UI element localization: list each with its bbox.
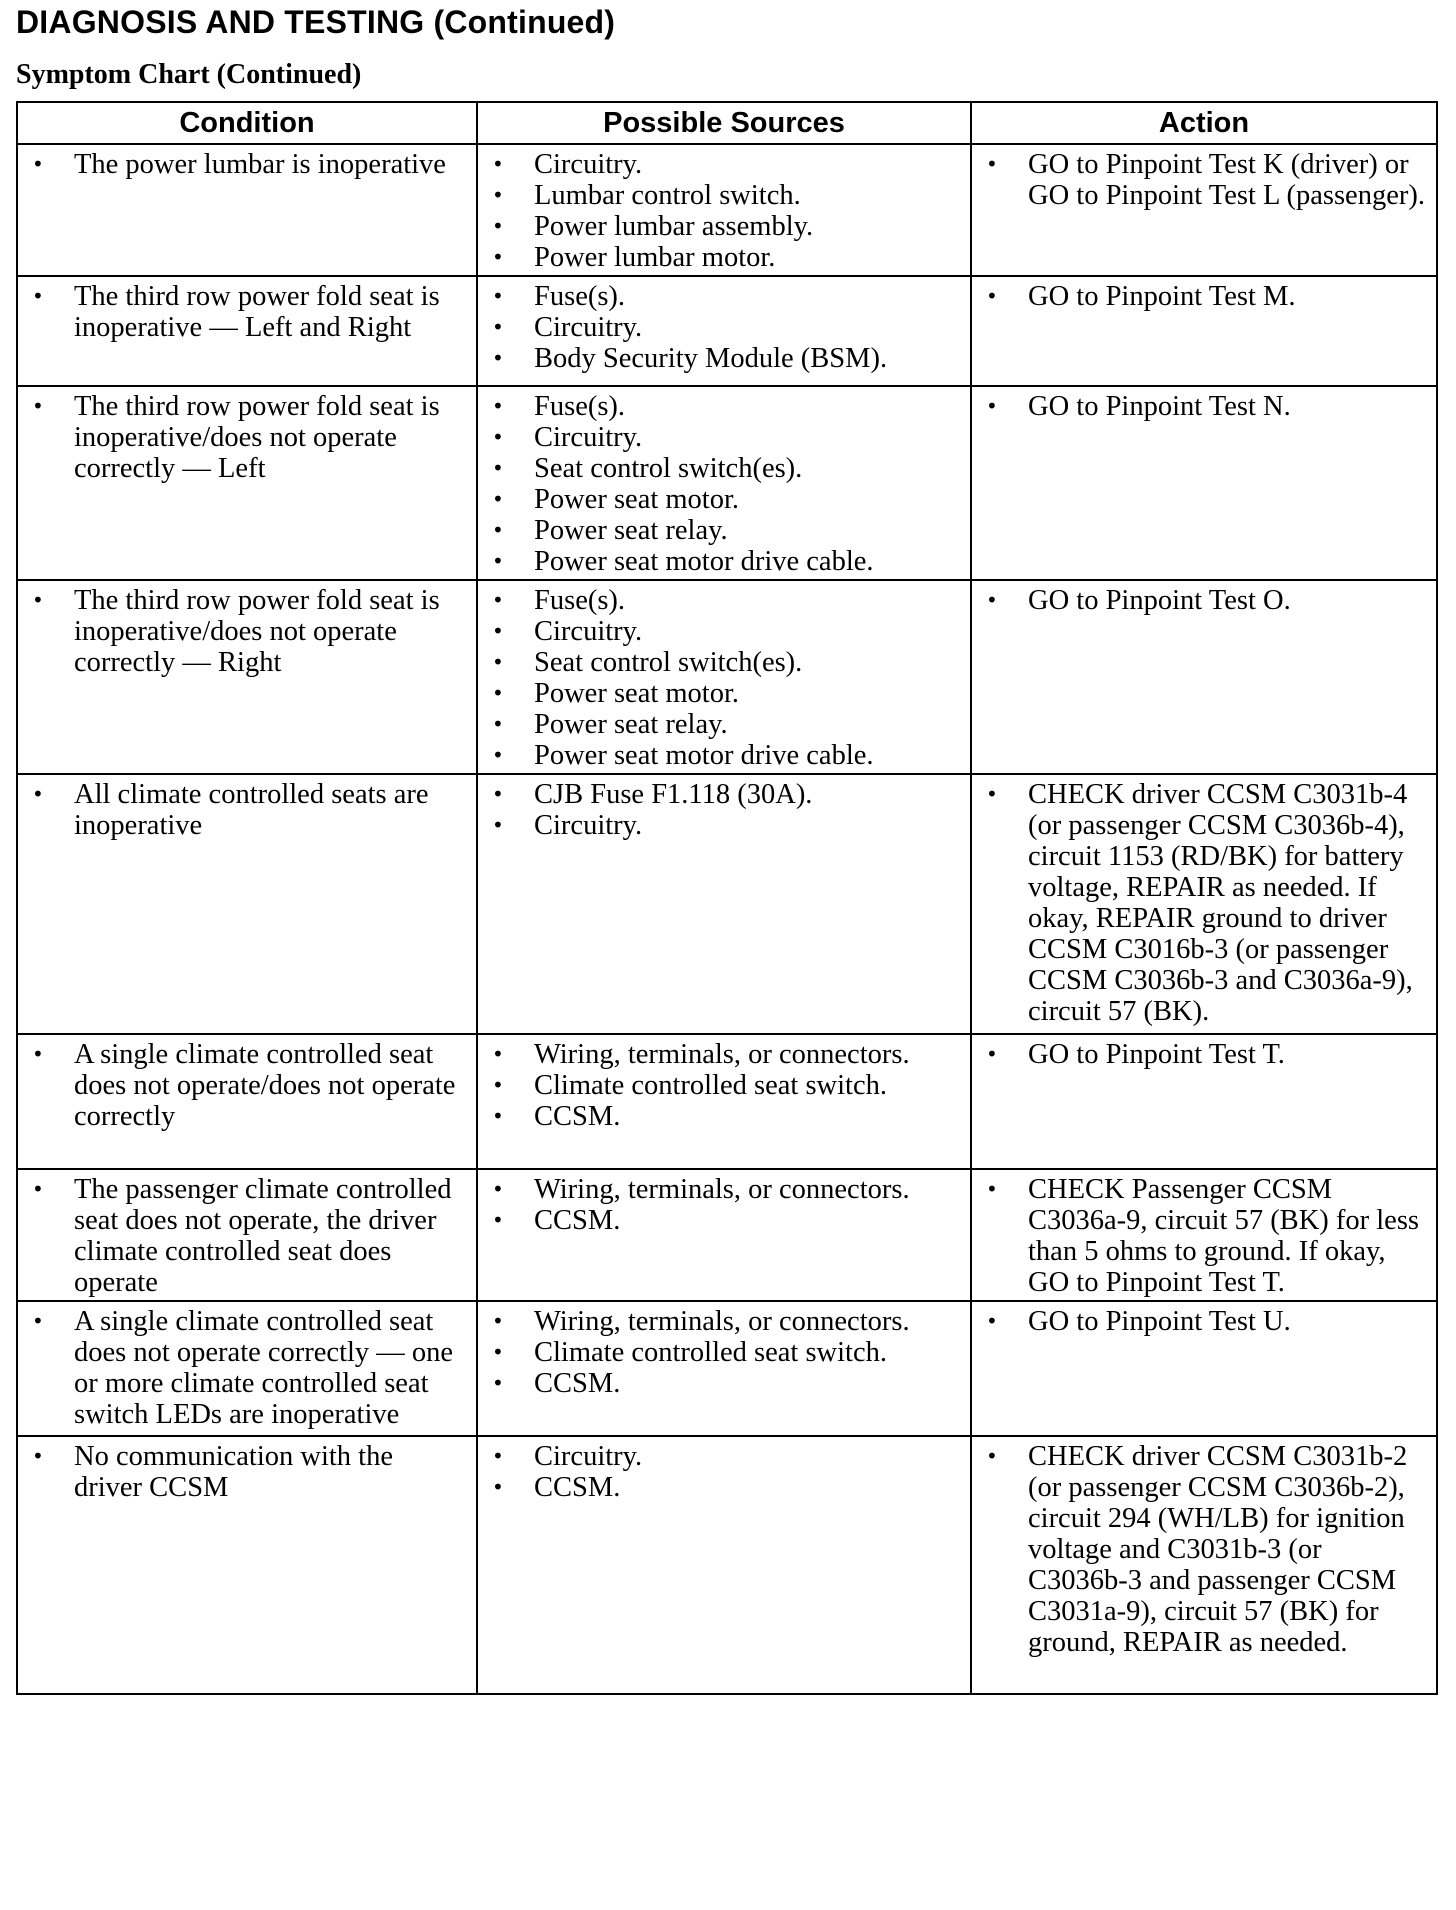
condition-cell xyxy=(17,1436,477,1694)
action-cell-list xyxy=(986,281,1428,312)
sources-cell xyxy=(477,276,971,386)
condition-cell-list xyxy=(32,149,468,180)
page-title: DIAGNOSIS AND TESTING (Continued) xyxy=(16,4,616,40)
sources-cell-list xyxy=(492,1039,962,1132)
sources-cell xyxy=(477,1301,971,1436)
condition-cell xyxy=(17,774,477,1034)
list-item: • GO to Pinpoint Test K (driver) or GO to Pinpoint Test L (passenger). xyxy=(986,149,1428,211)
symptom-chart-table xyxy=(16,101,1438,1695)
list-item: • CCSM. xyxy=(492,1101,962,1132)
action-cell-list xyxy=(986,1441,1428,1658)
list-item: • The third row power fold seat is inoperative/does not operate correctly — Right xyxy=(32,585,468,678)
action-cell xyxy=(971,1301,1437,1436)
table-row xyxy=(17,580,1437,774)
list-item: • Fuse(s). xyxy=(492,391,962,422)
sources-cell-list xyxy=(492,1441,962,1503)
list-item: • The third row power fold seat is inoperative/does not operate correctly — Left xyxy=(32,391,468,484)
sources-cell-list xyxy=(492,391,962,577)
action-cell xyxy=(971,1436,1437,1694)
list-item: • Power seat motor. xyxy=(492,678,962,709)
list-item: • CCSM. xyxy=(492,1472,962,1503)
table-header-row xyxy=(17,102,1437,144)
list-item: • Fuse(s). xyxy=(492,281,962,312)
list-item: • CCSM. xyxy=(492,1368,962,1399)
list-item: • CJB Fuse F1.118 (30A). xyxy=(492,779,962,810)
action-cell xyxy=(971,580,1437,774)
sources-cell-list xyxy=(492,1174,962,1236)
list-item: • Circuitry. xyxy=(492,810,962,841)
list-item: • Power seat relay. xyxy=(492,515,962,546)
action-cell-list xyxy=(986,1306,1428,1337)
header-action: Action xyxy=(971,102,1437,144)
list-item: • Lumbar control switch. xyxy=(492,180,962,211)
list-item: • Wiring, terminals, or connectors. xyxy=(492,1039,962,1070)
action-cell-list xyxy=(986,391,1428,422)
list-item: • Climate controlled seat switch. xyxy=(492,1070,962,1101)
condition-cell-list xyxy=(32,1441,468,1503)
table-row xyxy=(17,774,1437,1034)
sources-cell-list xyxy=(492,779,962,841)
condition-cell-list xyxy=(32,585,468,678)
list-item: • Circuitry. xyxy=(492,422,962,453)
action-cell xyxy=(971,276,1437,386)
list-item: • CHECK driver CCSM C3031b-2 (or passenger CCSM C3036b-2), circuit 294 (WH/LB) for ignition voltage and C3031b-3 (or C3036b-3 and passenger CCSM C3031a-9), circuit 57 (BK) for ground, REPAIR as needed. xyxy=(986,1441,1428,1658)
list-item: • No communication with the driver CCSM xyxy=(32,1441,468,1503)
list-item: • Circuitry. xyxy=(492,149,962,180)
condition-cell-list xyxy=(32,1039,468,1132)
list-item: • Wiring, terminals, or connectors. xyxy=(492,1174,962,1205)
action-cell-list xyxy=(986,1039,1428,1070)
condition-cell xyxy=(17,1301,477,1436)
list-item: • GO to Pinpoint Test U. xyxy=(986,1306,1428,1337)
sources-cell-list xyxy=(492,281,962,374)
condition-cell-list xyxy=(32,1174,468,1298)
sources-cell xyxy=(477,144,971,276)
list-item: • Power lumbar motor. xyxy=(492,242,962,273)
table-row xyxy=(17,386,1437,580)
header-condition: Condition xyxy=(17,102,477,144)
condition-cell xyxy=(17,580,477,774)
condition-cell xyxy=(17,386,477,580)
list-item: • Power seat motor drive cable. xyxy=(492,546,962,577)
table-row xyxy=(17,1301,1437,1436)
list-item: • Power lumbar assembly. xyxy=(492,211,962,242)
table-body xyxy=(17,144,1437,1694)
action-cell xyxy=(971,1169,1437,1301)
sources-cell xyxy=(477,580,971,774)
sources-cell xyxy=(477,1034,971,1169)
sources-cell-list xyxy=(492,1306,962,1399)
list-item: • CHECK driver CCSM C3031b-4 (or passenger CCSM C3036b-4), circuit 1153 (RD/BK) for battery voltage, REPAIR as needed. If okay, REPAIR ground to driver CCSM C3016b-3 (or passenger CCSM C3036b-3 and C3036a-9), circuit 57 (BK). xyxy=(986,779,1428,1027)
list-item: • A single climate controlled seat does not operate correctly — one or more climate controlled seat switch LEDs are inoperative xyxy=(32,1306,468,1430)
list-item: • Power seat motor. xyxy=(492,484,962,515)
condition-cell-list xyxy=(32,1306,468,1430)
header-possible-sources: Possible Sources xyxy=(477,102,971,144)
list-item: • A single climate controlled seat does not operate/does not operate correctly xyxy=(32,1039,468,1132)
list-item: • Climate controlled seat switch. xyxy=(492,1337,962,1368)
table-row xyxy=(17,1169,1437,1301)
list-item: • GO to Pinpoint Test O. xyxy=(986,585,1428,616)
condition-cell-list xyxy=(32,281,468,343)
action-cell-list xyxy=(986,585,1428,616)
table-row xyxy=(17,1034,1437,1169)
condition-cell-list xyxy=(32,391,468,484)
table-row xyxy=(17,1436,1437,1694)
list-item: • Seat control switch(es). xyxy=(492,647,962,678)
table-row xyxy=(17,144,1437,276)
action-cell xyxy=(971,774,1437,1034)
action-cell-list xyxy=(986,1174,1428,1298)
action-cell xyxy=(971,1034,1437,1169)
condition-cell xyxy=(17,1034,477,1169)
list-item: • Circuitry. xyxy=(492,1441,962,1472)
condition-cell xyxy=(17,1169,477,1301)
list-item: • Circuitry. xyxy=(492,616,962,647)
list-item: • GO to Pinpoint Test N. xyxy=(986,391,1428,422)
list-item: • CHECK Passenger CCSM C3036a-9, circuit 57 (BK) for less than 5 ohms to ground. If okay, GO to Pinpoint Test T. xyxy=(986,1174,1428,1298)
list-item: • The passenger climate controlled seat does not operate, the driver climate controlled seat does operate xyxy=(32,1174,468,1298)
action-cell-list xyxy=(986,149,1428,211)
sources-cell xyxy=(477,1436,971,1694)
list-item: • Power seat motor drive cable. xyxy=(492,740,962,771)
action-cell xyxy=(971,386,1437,580)
list-item: • All climate controlled seats are inoperative xyxy=(32,779,468,841)
sources-cell xyxy=(477,774,971,1034)
list-item: • Wiring, terminals, or connectors. xyxy=(492,1306,962,1337)
list-item: • Circuitry. xyxy=(492,312,962,343)
table-row xyxy=(17,276,1437,386)
list-item: • Power seat relay. xyxy=(492,709,962,740)
list-item: • Seat control switch(es). xyxy=(492,453,962,484)
list-item: • The power lumbar is inoperative xyxy=(32,149,468,180)
list-item: • GO to Pinpoint Test M. xyxy=(986,281,1428,312)
action-cell-list xyxy=(986,779,1428,1027)
condition-cell-list xyxy=(32,779,468,841)
condition-cell xyxy=(17,276,477,386)
condition-cell xyxy=(17,144,477,276)
list-item: • CCSM. xyxy=(492,1205,962,1236)
sources-cell-list xyxy=(492,585,962,771)
action-cell xyxy=(971,144,1437,276)
sources-cell-list xyxy=(492,149,962,273)
list-item: • Body Security Module (BSM). xyxy=(492,343,962,374)
list-item: • The third row power fold seat is inoperative — Left and Right xyxy=(32,281,468,343)
list-item: • Fuse(s). xyxy=(492,585,962,616)
list-item: • GO to Pinpoint Test T. xyxy=(986,1039,1428,1070)
sources-cell xyxy=(477,1169,971,1301)
section-title: Symptom Chart (Continued) xyxy=(16,59,362,90)
sources-cell xyxy=(477,386,971,580)
